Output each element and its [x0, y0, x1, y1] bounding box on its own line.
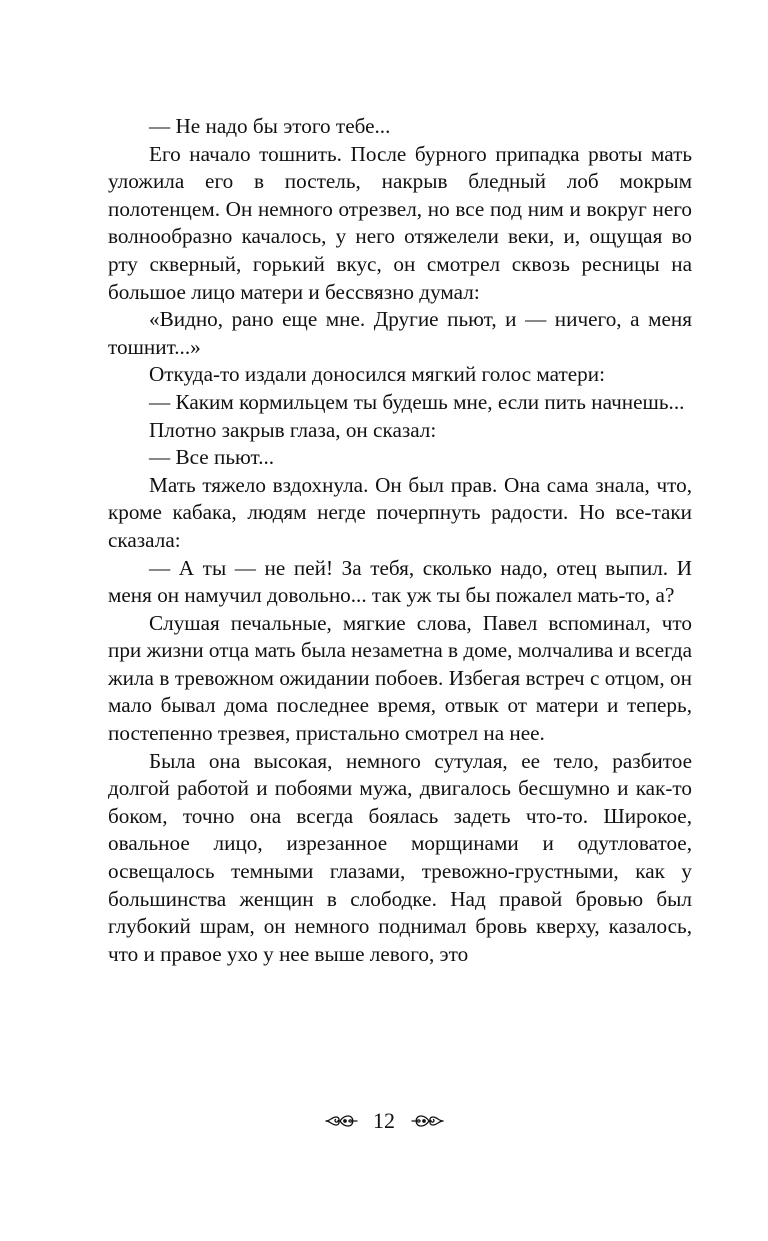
paragraph: — А ты — не пей! За тебя, сколько надо, отец выпил. И меня он намучил довольно... так уж ты бы пожалел мать-то, а? [108, 555, 692, 608]
paragraph: Его начало тошнить. После бурного припадка рвоты мать уложила его в постель, накрыв бледный лоб мокрым полотенцем. Он немного отрезвел, но все под ним и вокруг него волнообразно качалось, у него отяжелели веки, и, ощущая во рту скверный, горький вкус, он смотрел сквозь ресницы на большое лицо матери и бессвязно думал: [108, 141, 692, 304]
page-body [108, 113, 692, 968]
paragraph: Мать тяжело вздохнула. Он был прав. Она сама знала, что, кроме кабака, людям негде почерпнуть радости. Но все-таки сказала: [108, 472, 692, 552]
paragraph: — Каким кормильцем ты будешь мне, если пить начнешь... [149, 389, 685, 414]
paragraph: Была она высокая, немного сутулая, ее тело, разбитое долгой работой и побоями мужа, двигалось бесшумно и как-то боком, точно она всегда боялась задеть что-то. Широкое, овальное лицо, изрезанное морщинами и одутловатое, освещалось темными глазами, тревожно-грустными, как у большинства женщин в слободке. Над правой бровью был глубокий шрам, он немного поднимал бровь кверху, казалось, что и правое ухо у нее выше левого, это [108, 748, 692, 966]
ornament-right-icon [411, 1112, 445, 1130]
paragraph: Плотно закрыв глаза, он сказал: [149, 417, 437, 442]
paragraph: Откуда-то издали доносился мягкий голос матери: [149, 362, 606, 387]
page-footer [0, 1104, 768, 1136]
paragraph: Слушая печальные, мягкие слова, Павел вспоминал, что при жизни отца мать была незаметна в доме, молчалива и всегда жила в тревожном ожидании побоев. Избегая встреч с отцом, он мало бывал дома последнее время, отвык от матери и теперь, постепенно трезвея, пристально смотрел на нее. [108, 610, 692, 746]
paragraph: — Не надо бы этого тебе... [149, 114, 391, 138]
paragraph: — Все пьют... [149, 445, 275, 470]
page-number: 12 [373, 1107, 395, 1133]
paragraph: «Видно, рано еще мне. Другие пьют, и — ничего, а меня тошнит...» [108, 307, 692, 359]
ornament-left-icon [324, 1112, 358, 1130]
